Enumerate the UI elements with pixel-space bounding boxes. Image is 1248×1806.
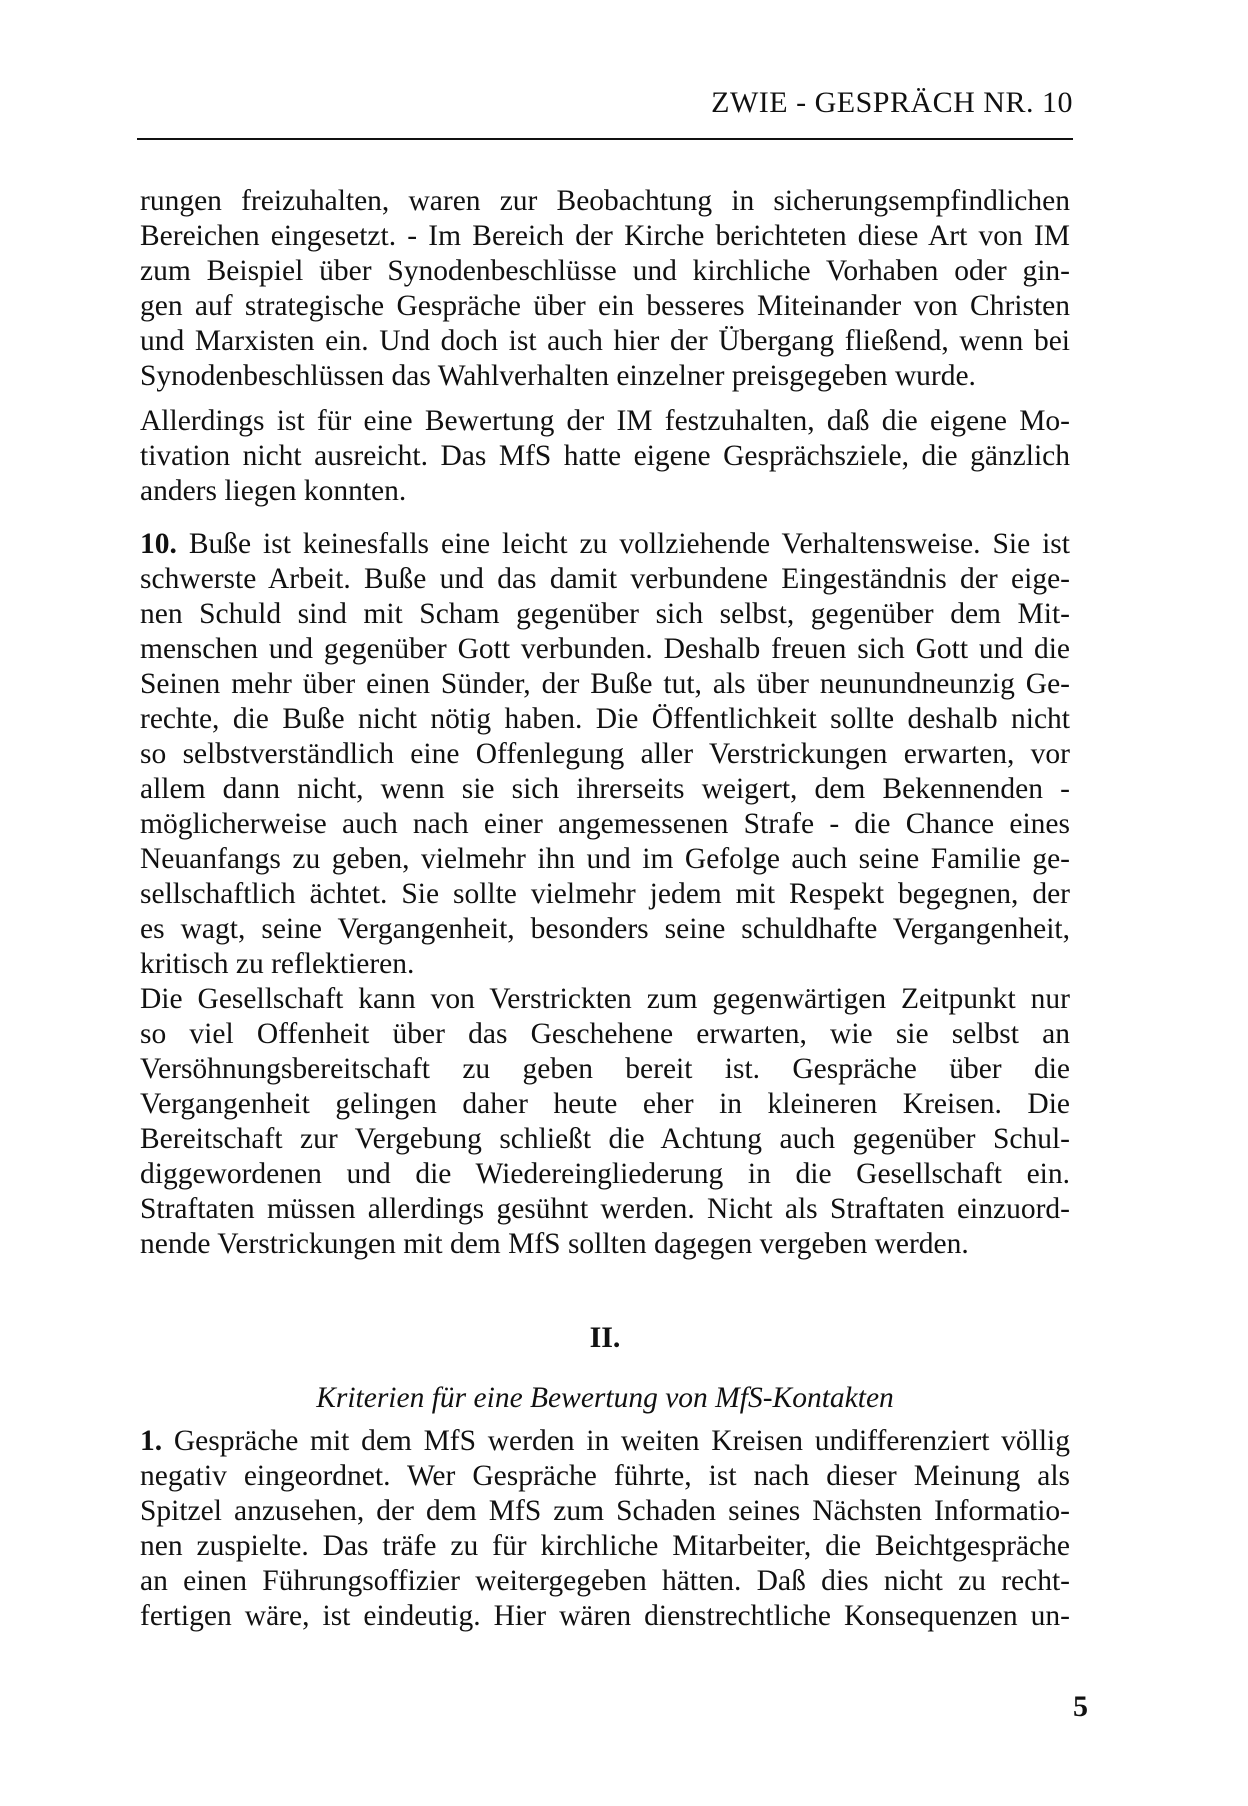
- body-text: [140, 184, 1070, 1634]
- page-number: 5: [1073, 1690, 1088, 1723]
- text-line: Allerdings ist für eine Bewertung der IM festzuhalten, daß die eigene Mo-: [140, 405, 1070, 437]
- text-line: so selbstverständlich eine Offenlegung aller Verstrickungen erwarten, vor: [140, 738, 1070, 770]
- paragraph-im-evaluation: [140, 404, 1070, 509]
- text-line: rungen freizuhalten, waren zur Beobachtung in sicherungsempfindlichen: [140, 185, 1070, 217]
- text-line: an einen Führungsoffizier weitergegeben hätten. Daß dies nicht zu recht-: [140, 1565, 1070, 1597]
- text-line: 10. Buße ist keinesfalls eine leicht zu vollziehende Verhaltensweise. Sie ist: [140, 528, 1070, 560]
- text-line: negativ eingeordnet. Wer Gespräche führte, ist nach dieser Meinung als: [140, 1460, 1070, 1492]
- text-line: Bereichen eingesetzt. - Im Bereich der Kirche berichteten diese Art von IM: [140, 220, 1070, 252]
- text-line: anders liegen konnten.: [140, 475, 407, 507]
- point-number: 10.: [140, 528, 177, 560]
- text-line: Versöhnungsbereitschaft zu geben bereit ist. Gespräche über die: [140, 1053, 1070, 1085]
- text-line: tivation nicht ausreicht. Das MfS hatte eigene Gesprächsziele, die gänzlich: [140, 440, 1070, 472]
- section-title: Kriterien für eine Bewertung von MfS-Kontakten: [316, 1382, 894, 1414]
- text-line: Synodenbeschlüssen das Wahlverhalten einzelner preisgegeben wurde.: [140, 360, 976, 392]
- point-1: [140, 1424, 1070, 1634]
- text-line: möglicherweise auch nach einer angemessenen Strafe - die Chance eines: [140, 808, 1070, 840]
- text-line: Spitzel anzusehen, der dem MfS zum Schaden seines Nächsten Informatio-: [140, 1495, 1070, 1527]
- paragraph-society: [140, 982, 1070, 1262]
- section-number: II.: [589, 1321, 621, 1354]
- text-line: nende Verstrickungen mit dem MfS sollten dagegen vergeben werden.: [140, 1228, 969, 1260]
- text-line: Die Gesellschaft kann von Verstrickten zum gegenwärtigen Zeitpunkt nur: [140, 983, 1070, 1015]
- text-line: Bereitschaft zur Vergebung schließt die Achtung auch gegenüber Schul-: [140, 1123, 1070, 1155]
- point-number: 1.: [140, 1425, 163, 1457]
- text-line: schwerste Arbeit. Buße und das damit verbundene Eingeständnis der eige-: [140, 563, 1070, 595]
- text-line: rechte, die Buße nicht nötig haben. Die Öffentlichkeit sollte deshalb nicht: [140, 703, 1070, 735]
- text-line: nen zuspielte. Das träfe zu für kirchliche Mitarbeiter, die Beichtgespräche: [140, 1530, 1070, 1562]
- text-line: und Marxisten ein. Und doch ist auch hier der Übergang fließend, wenn bei: [140, 325, 1070, 357]
- text-line: menschen und gegenüber Gott verbunden. Deshalb freuen sich Gott und die: [140, 633, 1070, 665]
- text-line: 1. Gespräche mit dem MfS werden in weiten Kreisen undifferenziert völlig: [140, 1425, 1070, 1457]
- running-header: ZWIE - GESPRÄCH NR. 10: [711, 86, 1073, 119]
- text-line: allem dann nicht, wenn sie sich ihrerseits weigert, dem Bekennenden -: [140, 773, 1070, 805]
- text-line: gen auf strategische Gespräche über ein besseres Miteinander von Christen: [140, 290, 1070, 322]
- text-line: nen Schuld sind mit Scham gegenüber sich selbst, gegenüber dem Mit-: [140, 598, 1070, 630]
- text-line: Vergangenheit gelingen daher heute eher in kleineren Kreisen. Die: [140, 1088, 1070, 1120]
- text-line: kritisch zu reflektieren.: [140, 948, 415, 980]
- text-line: Neuanfangs zu geben, vielmehr ihn und im Gefolge auch seine Familie ge-: [140, 843, 1070, 875]
- text-line: Seinen mehr über einen Sünder, der Buße tut, als über neunundneunzig Ge-: [140, 668, 1070, 700]
- text-line: es wagt, seine Vergangenheit, besonders seine schuldhafte Vergangenheit,: [140, 913, 1070, 945]
- text-line: so viel Offenheit über das Geschehene erwarten, wie sie selbst an: [140, 1018, 1070, 1050]
- text-line: Straftaten müssen allerdings gesühnt werden. Nicht als Straftaten einzuord-: [140, 1193, 1070, 1225]
- text-line: diggewordenen und die Wiedereingliederung in die Gesellschaft ein.: [140, 1158, 1070, 1190]
- text-line: zum Beispiel über Synodenbeschlüsse und kirchliche Vorhaben oder gin-: [140, 255, 1070, 287]
- point-10: [140, 527, 1070, 982]
- paragraph-continuation: [140, 184, 1070, 394]
- header-rule: [137, 138, 1073, 140]
- text-line: sellschaftlich ächtet. Sie sollte vielmehr jedem mit Respekt begegnen, der: [140, 878, 1070, 910]
- text-line: fertigen wäre, ist eindeutig. Hier wären dienstrechtliche Konsequenzen un-: [140, 1600, 1070, 1632]
